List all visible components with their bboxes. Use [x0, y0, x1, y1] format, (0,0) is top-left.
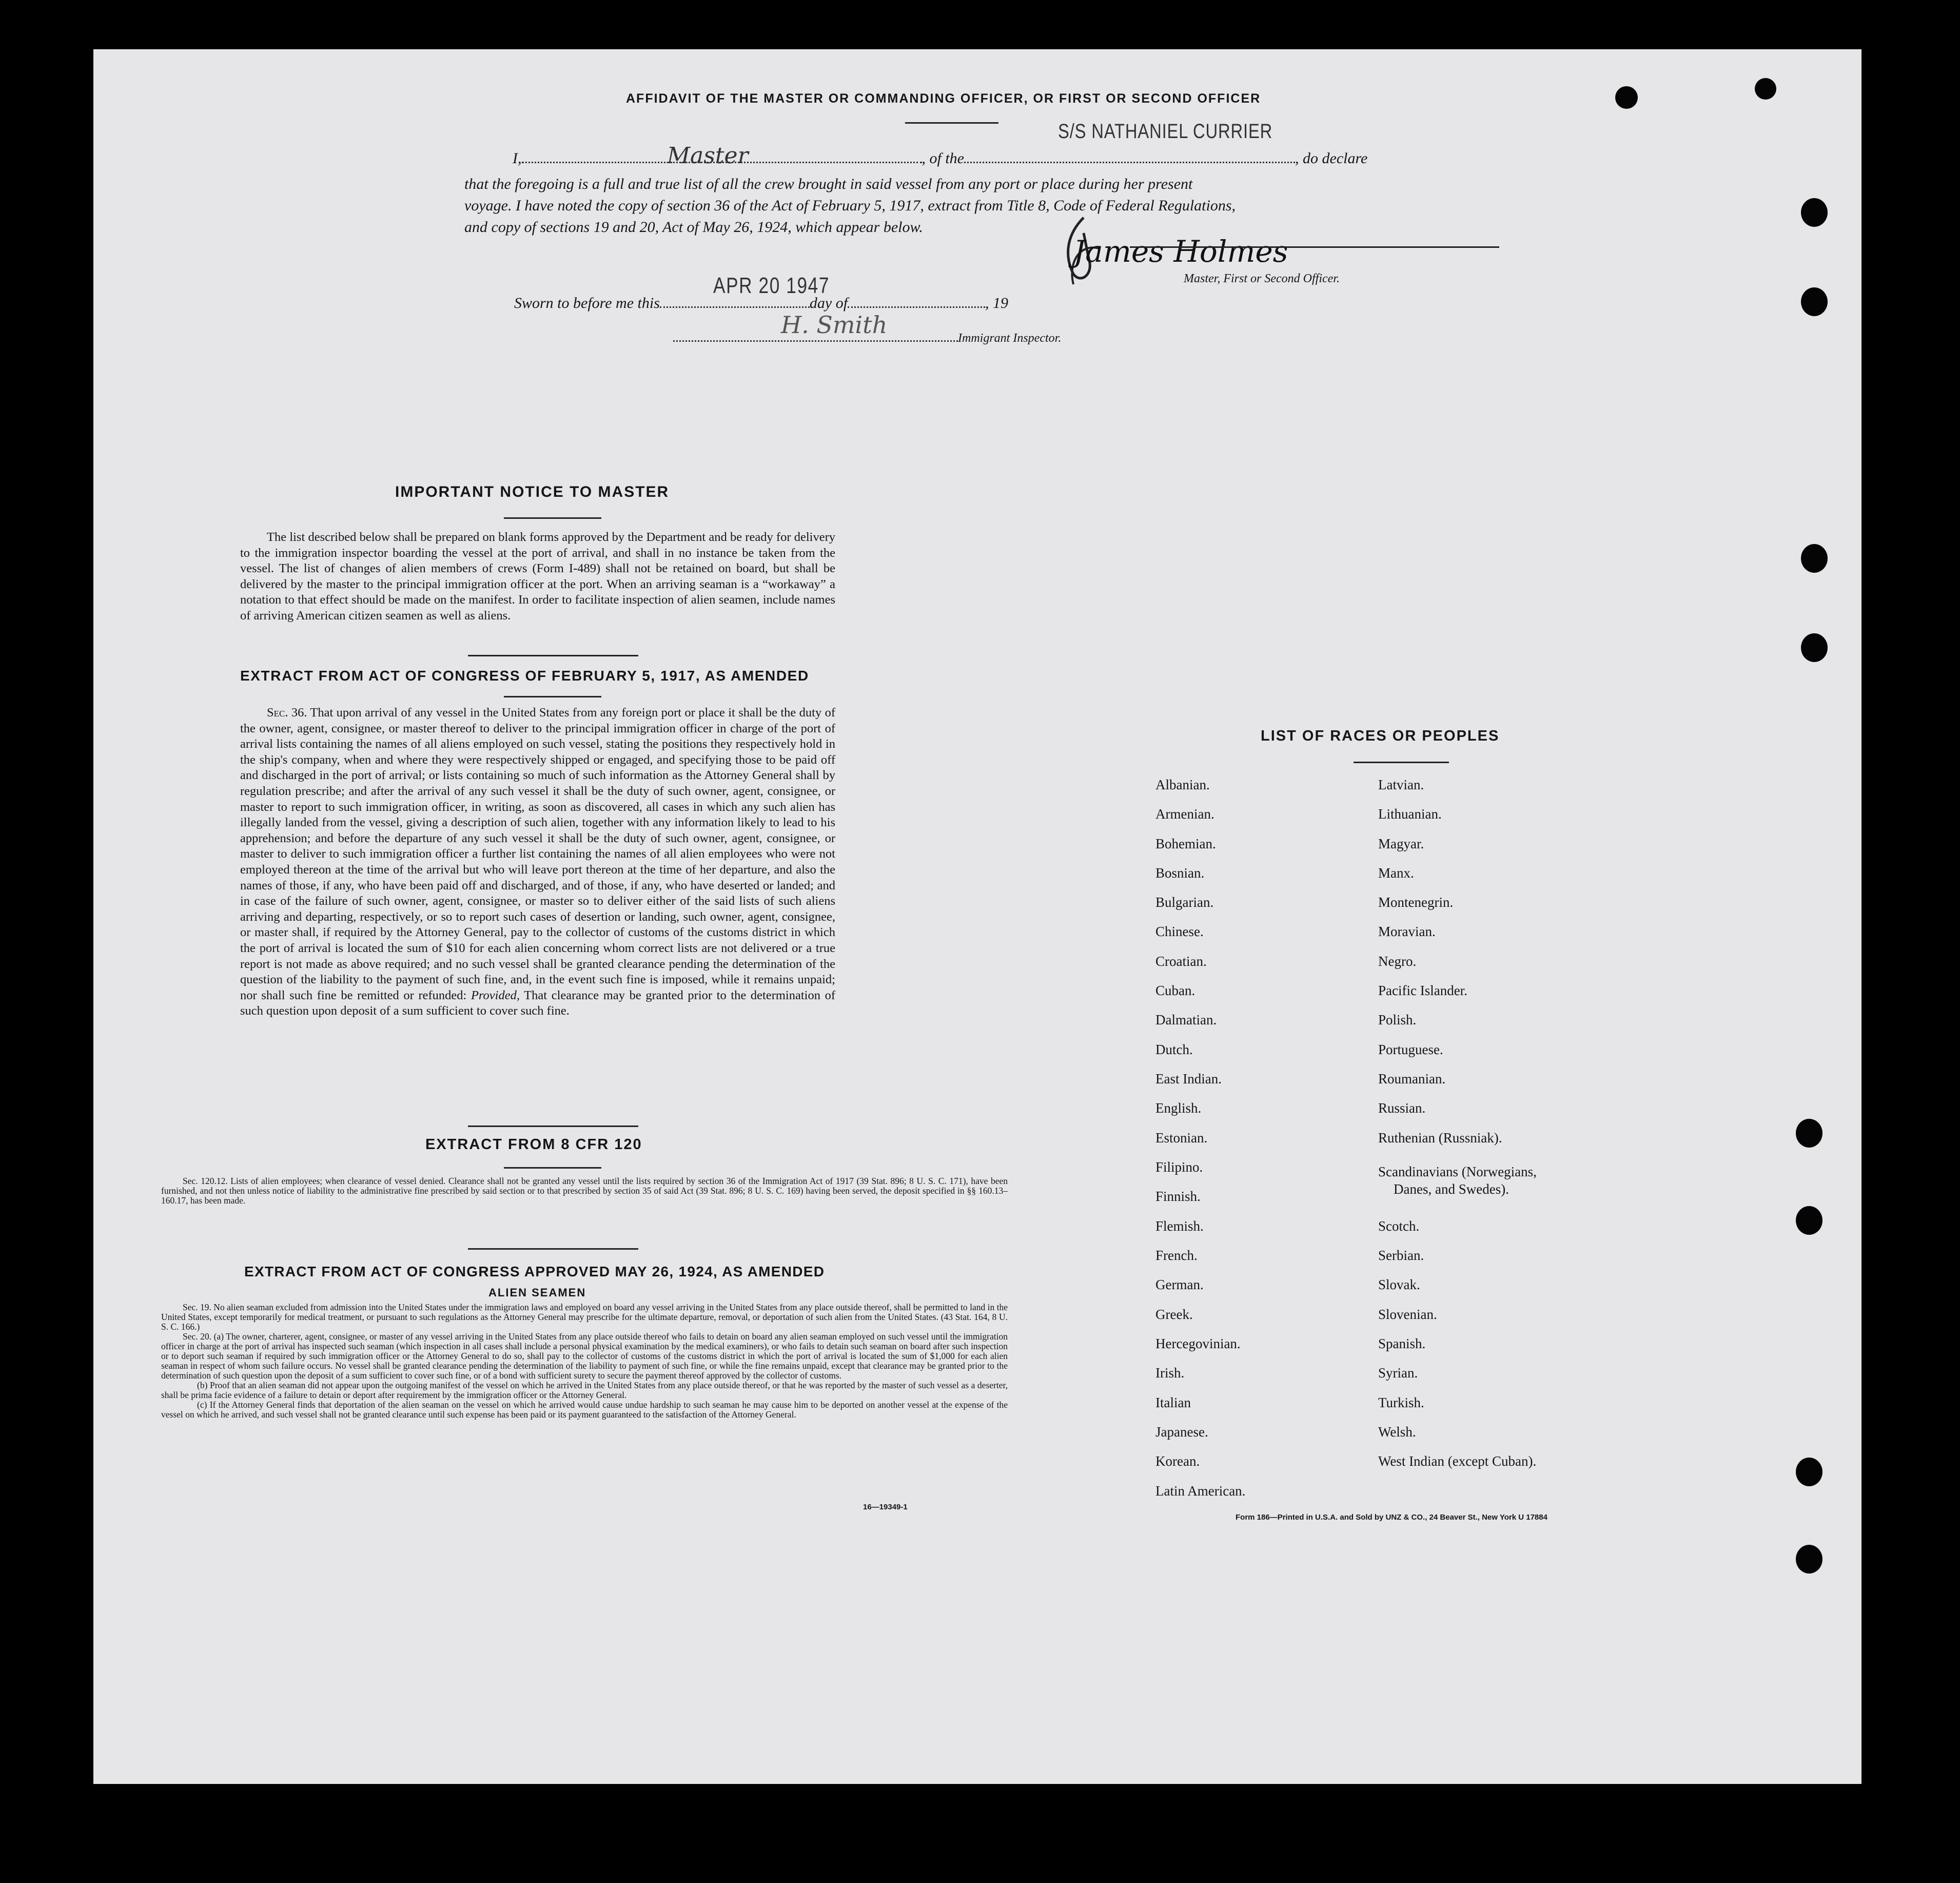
race-item: Montenegrin. — [1378, 895, 1454, 910]
year-label: , 19 — [985, 295, 1009, 312]
notice-body — [240, 530, 835, 624]
vessel-name-field — [964, 150, 1295, 163]
extract-1917-title: EXTRACT FROM ACT OF CONGRESS OF FEBRUARY 5, 1917, AS AMENDED — [240, 668, 809, 684]
sec-36-label: Sec. 36. — [267, 706, 307, 720]
inspector-line — [673, 332, 1061, 345]
race-item: French. — [1155, 1248, 1198, 1263]
race-item: Welsh. — [1378, 1424, 1416, 1440]
race-item: Estonian. — [1155, 1130, 1208, 1146]
punch-hole — [1615, 86, 1638, 109]
race-item: Manx. — [1378, 865, 1414, 881]
sec-20b-text: (b) Proof that an alien seaman did not appear upon the outgoing manifest of the vessel on which he arrived in the United States from any place outside thereof, or that he was reported by the master of such vessel as a deserter, shall be prima facie evidence of a failure to detain or deport after requirement by the immigration officer or the Attorney General. — [161, 1380, 1008, 1400]
extract-1924-title: EXTRACT FROM ACT OF CONGRESS APPROVED MAY 26, 1924, AS AMENDED — [244, 1264, 825, 1279]
extract-cfr-end-divider — [468, 1248, 638, 1250]
race-item: West Indian (except Cuban). — [1378, 1453, 1537, 1469]
inspector-signature: H. Smith — [781, 311, 888, 339]
race-item: Italian — [1155, 1395, 1191, 1410]
signature-line — [1130, 246, 1499, 248]
sec-19-text: Sec. 19. No alien seaman excluded from admission into the United States under the immigration laws and employed on board any vessel arriving in the United States from any place outside thereof, shall be permitted to land in the United States, except temporarily for medical treatment, or pursuant to such regulations as the Attorney General may prescribe for the ultimate departure, removal, or deportation of such alien from the United States. (43 Stat. 164, 8 U. S. C. 166.) — [161, 1302, 1008, 1332]
provided-word: Provided, — [471, 988, 520, 1002]
race-item: Latin American. — [1155, 1483, 1246, 1499]
sec-36-text-end: That clearance may be granted prior to the determination of such question upon deposit of a sum sufficient to cover such fine. — [240, 988, 835, 1018]
race-item: Slovak. — [1378, 1277, 1420, 1292]
race-item: Bulgarian. — [1155, 895, 1214, 910]
sec-20c-text: (c) If the Attorney General finds that deportation of the alien seaman on the vessel on which he arrived would cause undue hardship to such seaman he may cause him to be deported on another vessel at the expense of the vessel on which he arrived, and such vessel shall not be granted clearance until such expense has been paid or its payment guaranteed to the satisfaction of the Attorney General. — [161, 1400, 1008, 1420]
form-footer: Form 186—Printed in U.S.A. and Sold by UNZ & CO., 24 Beaver St., New York U 17884 — [1236, 1513, 1547, 1522]
notice-title: IMPORTANT NOTICE TO MASTER — [395, 483, 670, 500]
races-left-column — [1155, 777, 1361, 1557]
race-item: Russian. — [1378, 1100, 1426, 1116]
race-item: Filipino. — [1155, 1159, 1203, 1175]
date-stamp: APR 20 1947 — [713, 273, 830, 298]
race-item: Turkish. — [1378, 1395, 1424, 1410]
punch-hole — [1801, 633, 1828, 662]
race-item: Lithuanian. — [1378, 806, 1442, 822]
race-item: Ruthenian (Russniak). — [1378, 1130, 1502, 1146]
form-code: 16—19349-1 — [863, 1503, 908, 1511]
signer-title: Master, First or Second Officer. — [1184, 272, 1340, 285]
i-label: I, — [513, 150, 522, 167]
punch-hole — [1755, 78, 1776, 100]
document-page — [93, 49, 1861, 1784]
race-item: Scotch. — [1378, 1218, 1420, 1234]
races-right-column — [1378, 777, 1686, 1557]
race-item: Flemish. — [1155, 1218, 1204, 1234]
race-item: Serbian. — [1378, 1248, 1424, 1263]
punch-hole — [1796, 1545, 1822, 1574]
do-declare-label: , do declare — [1295, 150, 1368, 167]
punch-hole — [1801, 198, 1828, 227]
of-the-label: , of the — [922, 150, 964, 167]
race-item: Bohemian. — [1155, 836, 1216, 851]
extract-1917-divider — [504, 696, 601, 697]
vessel-stamp: S/S NATHANIEL CURRIER — [1058, 120, 1273, 143]
race-item: Hercegovinian. — [1155, 1336, 1241, 1351]
race-item: Armenian. — [1155, 806, 1214, 822]
race-item: Scandinavians (Norwegians, — [1378, 1164, 1537, 1179]
race-item: German. — [1155, 1277, 1204, 1292]
sec-36-text: That upon arrival of any vessel in the United States from any foreign port or place it shall be the duty of the owner, agent, consignee, or master thereof to deliver to the principal immigration officer in charge of the port of arrival lists containing the names of all aliens employed on such vessel, stating the positions they respectively hold in the ship's company, when and where they were respectively shipped or engaged, and specifying those to be paid off and discharged in the port of arrival; or lists containing so much of such information as the Attorney General shall by regulation prescribe; and after the arrival of any such vessel it shall be the duty of such owner, agent, consignee, or master to report to such immigration officer, in writing, as soon as discovered, all cases in which any such alien has illegally landed from the vessel, giving a description of such alien, together with any information likely to lead to his apprehension; and before the departure of any such vessel it shall be the duty of such owner, agent, consignee, or master to deliver to such immigration officer a further list containing the names of all alien employees who were not employed thereon at the time of the arrival but who will leave port thereon at the time of her departure, and also the names of those, if any, who have been paid off and discharged, and of those, if any, who have deserted or landed; and in case of the failure of such owner, agent, consignee, or master so to deliver either of the said lists of such aliens arriving and departing, respectively, or so to report such cases of desertion or landing, such owner, agent, consignee, or master shall, if required by the Attorney General, pay to the collector of customs of the customs district in which the port of arrival is located the sum of $10 for each alien concerning whom correct lists are not delivered or a true report is not made as above required; and no such vessel shall be granted clearance pending the determination of the question of the liability to the payment of such fine, and, in the event such fine is imposed, while it remains unpaid; nor shall such fine be remitted or refunded: — [240, 706, 835, 1002]
race-item: Irish. — [1155, 1365, 1185, 1381]
race-item: Polish. — [1378, 1012, 1417, 1027]
master-handwritten: Master — [667, 143, 749, 169]
punch-hole — [1801, 287, 1828, 316]
race-item: Negro. — [1378, 954, 1417, 969]
race-item: Greek. — [1155, 1307, 1193, 1322]
inspector-title: Immigrant Inspector. — [958, 332, 1062, 345]
master-signature: James Holmes — [1073, 234, 1288, 269]
affidavit-line-3: voyage. I have noted the copy of section 36 of the Act of February 5, 1917, extract from Title 8, Code of Federal Regulations, — [464, 197, 1236, 214]
alien-seamen-subtitle: ALIEN SEAMEN — [488, 1286, 586, 1299]
race-item: Spanish. — [1378, 1336, 1426, 1351]
race-item: English. — [1155, 1100, 1202, 1116]
race-item: Chinese. — [1155, 924, 1204, 939]
race-item: Magyar. — [1378, 836, 1424, 851]
race-item: Moravian. — [1378, 924, 1436, 939]
race-item: East Indian. — [1155, 1071, 1222, 1086]
extract-1924-body — [161, 1303, 1008, 1420]
cfr-text: Sec. 120.12. Lists of alien employees; when clearance of vessel denied. Clearance shall not be granted any vessel until the lists required by section 36 of the Immigration Act of 1917 (39 Stat. 896; 8 U. S. C. 171), have been furnished, and not then unless notice of liability to the administrative fine prescribed by said section or to that prescribed by section 35 of said Act (39 Stat. 896; 8 U. S. C. 169) having been served, the deposit specified in §§ 160.13–160.17, has been made. — [161, 1176, 1008, 1206]
month-field — [848, 295, 985, 308]
notice-text: The list described below shall be prepared on blank forms approved by the Department and be ready for delivery to the immigration inspector boarding the vessel at the port of arrival, and shall in no instance be taken from the vessel. The list of changes of alien members of crews (Form I-489) shall not be retained on board, but shall be delivered by the master to the principal immigration officer at the port. When an arriving seaman is a “workaway” a notation to that effect should be made on the manifest. In order to facilitate inspection of alien seamen, include names of arriving American citizen seamen as well as aliens. — [240, 530, 835, 623]
affidavit-line-4: and copy of sections 19 and 20, Act of May 26, 1924, which appear below. — [464, 219, 923, 236]
race-item: Portuguese. — [1378, 1042, 1443, 1057]
race-item: Bosnian. — [1155, 865, 1205, 881]
extract-1917-body — [240, 705, 835, 1019]
race-item: Dutch. — [1155, 1042, 1193, 1057]
title-divider — [905, 122, 998, 124]
races-title: LIST OF RACES OR PEOPLES — [1261, 728, 1500, 744]
race-item: Dalmatian. — [1155, 1012, 1217, 1027]
race-item: Latvian. — [1378, 777, 1424, 792]
punch-hole — [1801, 544, 1828, 573]
sec-20a-text: Sec. 20. (a) The owner, charterer, agent, consignee, or master of any vessel arriving in the United States from any place outside thereof who fails to detain on board any alien seaman employed on such vessel until the immigration officer in charge at the port of arrival has inspected such seaman (which inspection in all cases shall include a personal physical examination by the medical examiners), or who fails to detain such seaman on board after such inspection or to deport such seaman if required by such immigration officer or the Attorney General to do so, shall pay to the collector of customs of the customs district in which the port of arrival is located the sum of $1,000 for each alien seaman in respect of whom such failure occurs. No vessel shall be granted clearance pending the determination of the liability to payment of such fine, or while the fine remains unpaid, except that clearance may be granted prior to the determination of such question upon the deposit of a sum sufficient to cover such fine, or of a bond with sufficient surety to secure the payment thereof approved by the collector of customs. — [161, 1331, 1008, 1381]
affidavit-title: AFFIDAVIT OF THE MASTER OR COMMANDING OFFICER, OR FIRST OR SECOND OFFICER — [626, 91, 1261, 106]
notice-end-divider — [468, 655, 638, 656]
race-item: Croatian. — [1155, 954, 1207, 969]
race-item: Slovenian. — [1378, 1307, 1437, 1322]
races-divider — [1354, 762, 1449, 763]
notice-divider — [504, 517, 601, 519]
extract-cfr-divider — [504, 1167, 601, 1169]
extract-cfr-title: EXTRACT FROM 8 CFR 120 — [425, 1136, 642, 1153]
race-item: Finnish. — [1155, 1189, 1201, 1204]
punch-hole — [1796, 1458, 1822, 1486]
extract-1917-end-divider — [468, 1125, 638, 1127]
punch-hole — [1796, 1206, 1822, 1235]
race-item: Syrian. — [1378, 1365, 1418, 1381]
race-item: Korean. — [1155, 1453, 1200, 1469]
race-item: Roumanian. — [1378, 1071, 1446, 1086]
race-item: Albanian. — [1155, 777, 1210, 792]
race-item: Cuban. — [1155, 983, 1195, 998]
affidavit-line-2: that the foregoing is a full and true list of all the crew brought in said vessel from any port or place during her present — [464, 176, 1193, 192]
extract-cfr-body — [161, 1176, 1008, 1206]
race-item: Pacific Islander. — [1378, 983, 1467, 998]
day-of-label: day of — [809, 295, 848, 312]
sworn-label: Sworn to before me this — [514, 295, 660, 312]
race-item: Danes, and Swedes). — [1394, 1181, 1509, 1197]
inspector-signature-field — [673, 333, 958, 342]
punch-hole — [1796, 1119, 1822, 1148]
race-item: Japanese. — [1155, 1424, 1208, 1440]
